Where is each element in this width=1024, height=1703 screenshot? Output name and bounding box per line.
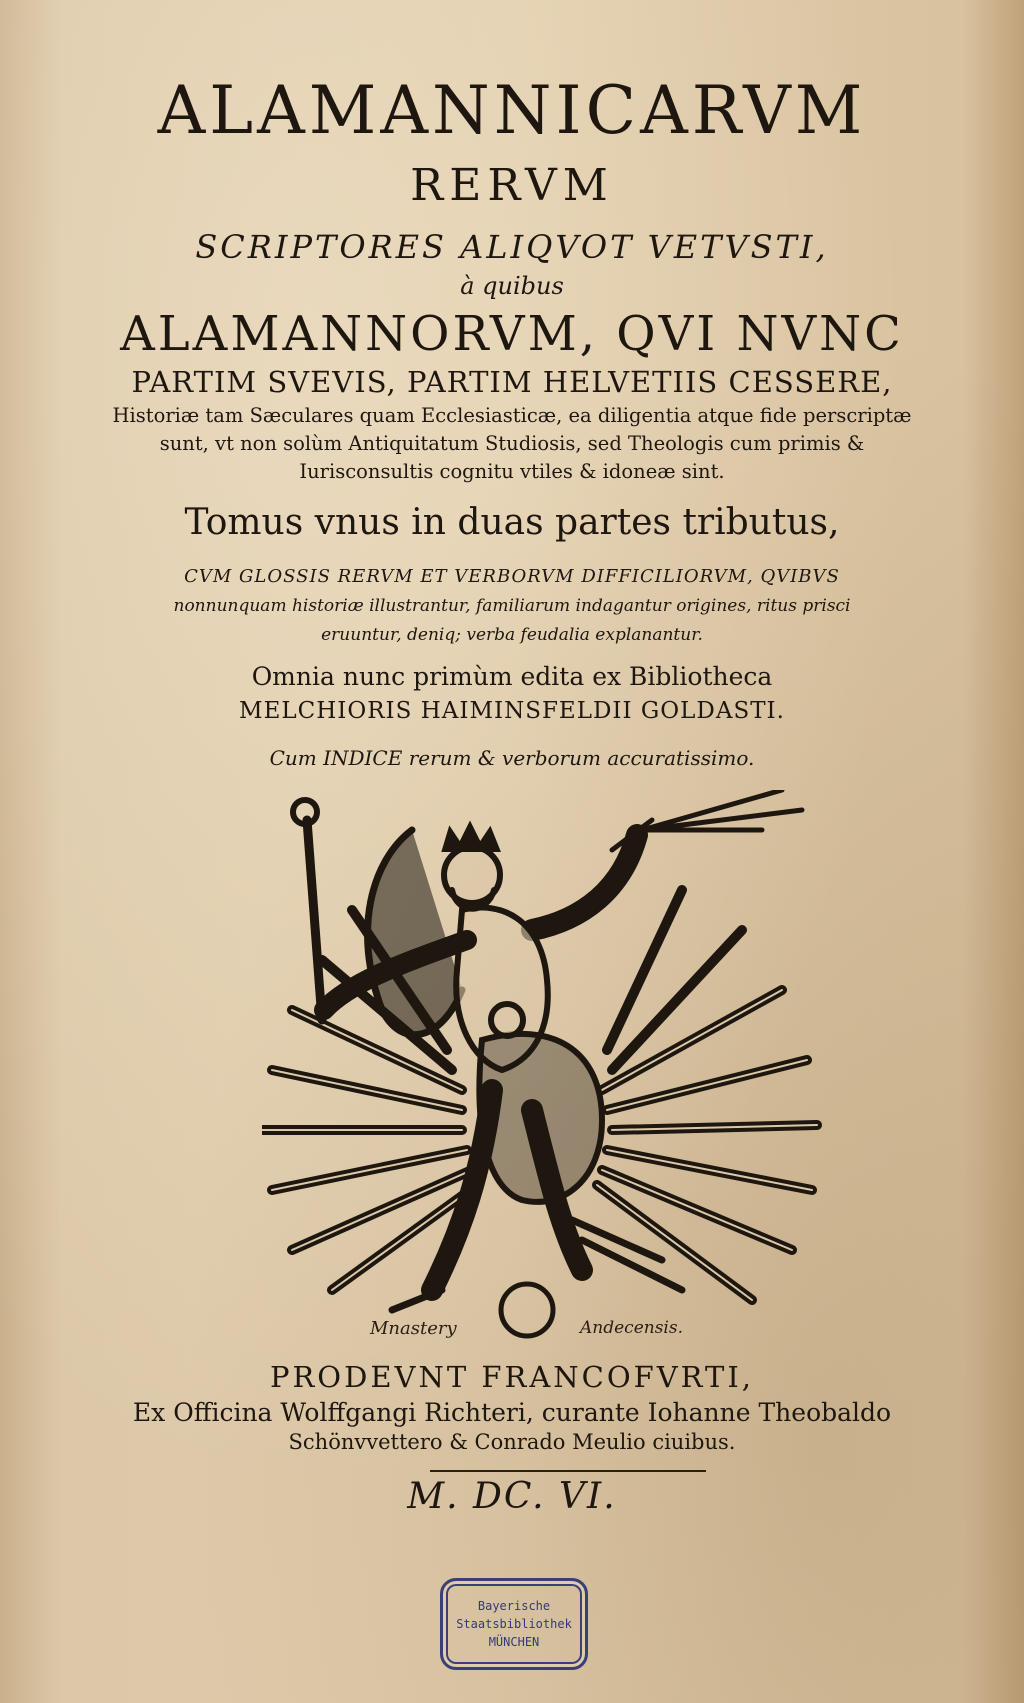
imprint-printer: Ex Officina Wolffgangi Richteri, curante Iohanne Theobaldo [132, 1398, 892, 1427]
library-stamp [440, 1578, 588, 1670]
glossis-line-2: nonnunquam historiæ illustrantur, familiarum indagantur origines, ritus prisci [173, 596, 851, 616]
subtitle-rerum: RERVM [410, 160, 614, 211]
imprint-place: PRODEVNT FRANCOFVRTI, [269, 1360, 755, 1394]
volume-statement: Tomus vnus in duas partes tributus, [184, 502, 840, 543]
subtitle-partim: PARTIM SVEVIS, PARTIM HELVETIIS CESSERE, [131, 365, 893, 399]
description-line-3: Iurisconsultis cognitu vtiles & idoneæ sint. [299, 460, 725, 483]
subtitle-a-quibus: à quibus [460, 272, 564, 300]
jupiter-eagle-woodcut [262, 790, 822, 1350]
raised-arm [532, 835, 637, 930]
edition-statement: Omnia nunc primùm edita ex Bibliotheca [251, 662, 773, 691]
editor-name: MELCHIORIS HAIMINSFELDII GOLDASTI. [239, 698, 785, 724]
description-line-2: sunt, vt non solùm Antiquitatum Studiosis, sed Theologis cum primis & [159, 432, 865, 455]
main-title: ALAMANNICARVM [157, 72, 867, 149]
handwritten-inscription-right: Andecensis. [580, 1318, 683, 1338]
description-line-1: Historiæ tam Sæculares quam Ecclesiasticæ, ea diligentia atque fide perscriptæ [112, 404, 912, 427]
subtitle-alamannorum: ALAMANNORVM, QVI NVNC [120, 306, 904, 362]
handwritten-inscription-left: Mnastery [370, 1318, 457, 1339]
crown [444, 825, 498, 850]
glossis-line-3: eruuntur, deniq; verba feudalia explanantur. [321, 625, 703, 645]
divider-rule [430, 1470, 706, 1472]
index-statement: Cum INDICE rerum & verborum accuratissimo. [269, 746, 755, 770]
imprint-date: M. DC. VI. [407, 1476, 617, 1517]
imprint-publishers: Schönvvettero & Conrado Meulio ciuibus. [288, 1430, 736, 1454]
stamp-line-2: Staatsbibliothek [456, 1617, 572, 1631]
subtitle-scriptores: SCRIPTORES ALIQVOT VETVSTI, [195, 228, 829, 266]
stamp-line-1: Bayerische [477, 1599, 551, 1613]
sceptre [307, 820, 322, 1020]
right-wing [597, 890, 817, 1300]
glossis-line-1: CVM GLOSSIS RERVM ET VERBORVM DIFFICILIORVM, QVIBVS [184, 566, 840, 587]
globe [501, 1284, 553, 1336]
stamp-line-3: MÜNCHEN [488, 1635, 540, 1649]
